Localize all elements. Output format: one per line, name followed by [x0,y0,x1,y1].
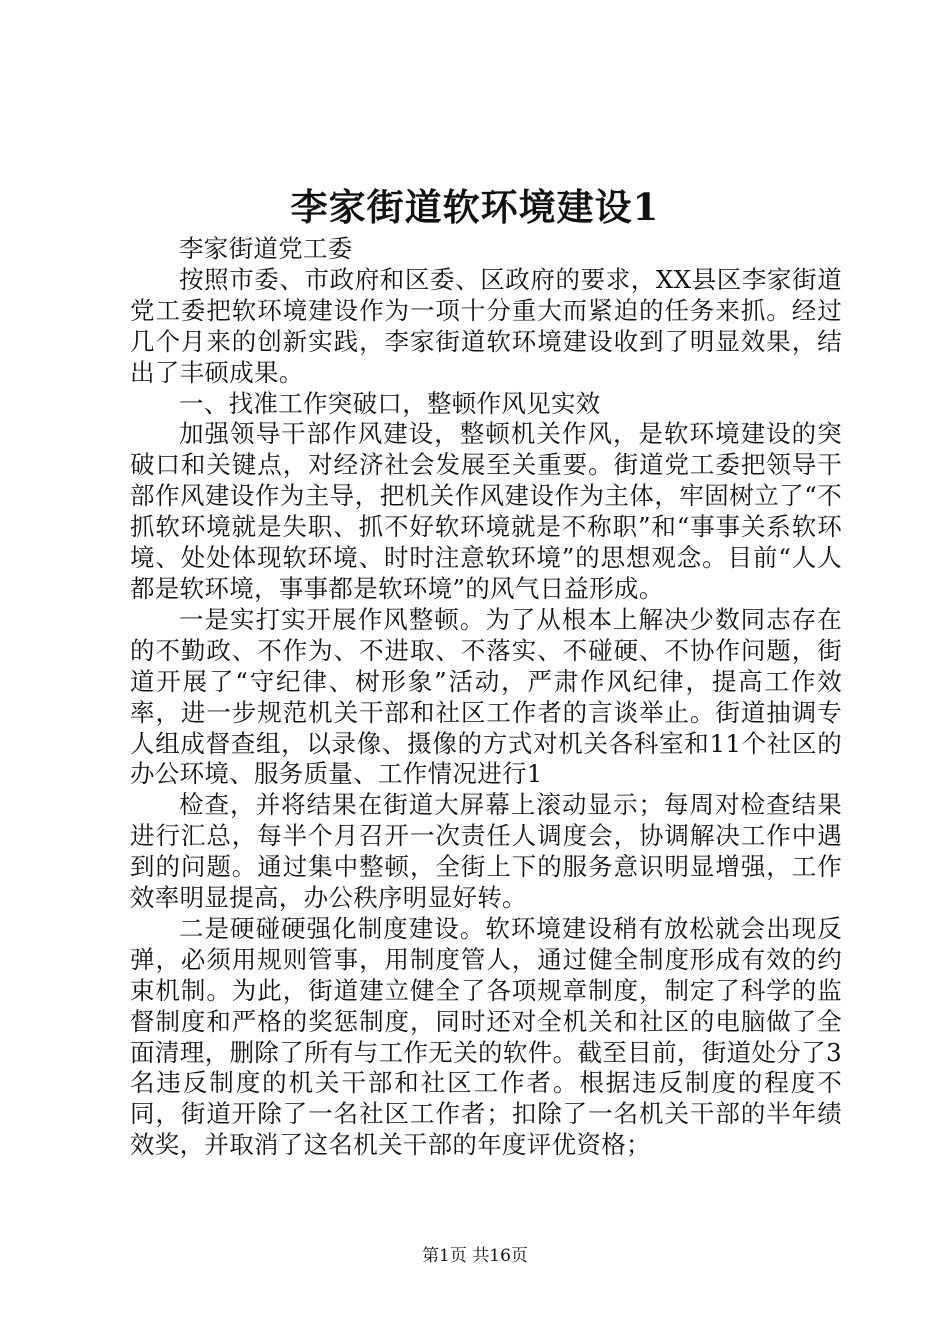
body-paragraph: 检查，并将结果在街道大屏幕上滚动显示；每周对检查结果进行汇总，每半个月召开一次责任人调度会，协调解决工作中遇到的问题。通过集中整顿，全街上下的服务意识明显增强，工作效率明显提高，办公秩序明显好转。 [130,790,842,913]
author-line: 李家街道党工委 [179,234,353,263]
body-paragraph: 加强领导干部作风建设，整顿机关作风，是软环境建设的突破口和关键点，对经济社会发展至关重要。街道党工委把领导干部作风建设作为主导，把机关作风建设作为主体，牢固树立了“不抓软环境就是失职、抓不好软环境就是不称职”和“事事关系软环境、处处体现软环境、时时注意软环境”的思想观念。目前“人人都是软环境，事事都是软环境”的风气日益形成。 [130,419,842,603]
intro-paragraph: 按照市委、市政府和区委、区政府的要求，XX县区李家街道党工委把软环境建设作为一项十分重大而紧迫的任务来抓。经过几个月来的创新实践，李家街道软环境建设收到了明显效果，结出了丰硕成果。 [130,264,842,387]
section-heading-1: 一、找准工作突破口，整顿作风见实效 [179,388,601,418]
document-title: 李家街道软环境建设1 [290,185,660,229]
body-paragraph: 二是硬碰硬强化制度建设。软环境建设稍有放松就会出现反弹，必须用规则管事，用制度管人，通过健全制度形成有效的约束机制。为此，街道建立健全了各项规章制度，制定了科学的监督制度和严格的奖惩制度，同时还对全机关和社区的电脑做了全面清理，删除了所有与工作无关的软件。截至目前，街道处分了3名违反制度的机关干部和社区工作者。根据违反制度的程度不同，街道开除了一名社区工作者；扣除了一名机关干部的半年绩效奖，并取消了这名机关干部的年度评优资格； [130,913,842,1160]
body-paragraph: 一是实打实开展作风整顿。为了从根本上解决少数同志存在的不勤政、不作为、不进取、不落实、不碰硬、不协作问题，街道开展了“守纪律、树形象”活动，严肃作风纪律，提高工作效率，进一步规范机关干部和社区工作者的言谈举止。街道抽调专人组成督查组，以录像、摄像的方式对机关各科室和11个社区的办公环境、服务质量、工作情况进行1 [130,604,842,789]
document-body [130,234,842,1161]
page-footer: 第1页 共16页 [422,1246,528,1266]
